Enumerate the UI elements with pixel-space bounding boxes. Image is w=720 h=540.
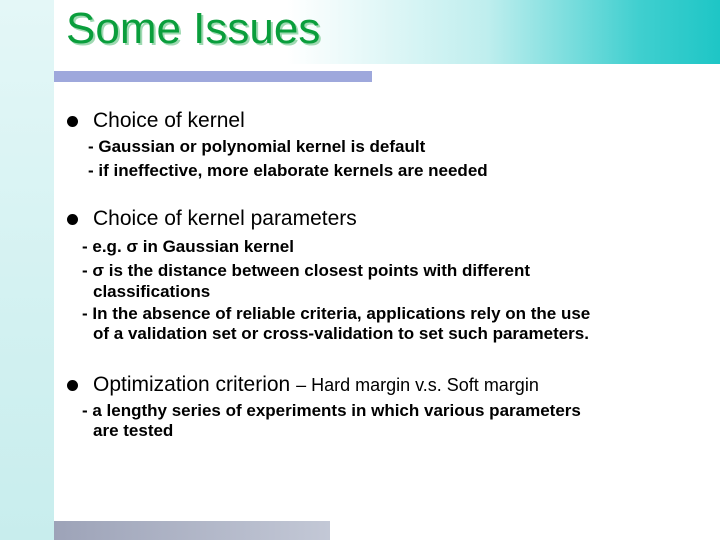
bullet-heading-optimization-criterion (93, 373, 539, 397)
slide-title: Some Issues (66, 4, 321, 53)
left-decor-band (0, 0, 54, 540)
bullet-3-line-2: are tested (93, 421, 174, 440)
bullet-1-line-1: - Gaussian or polynomial kernel is default (88, 137, 426, 156)
bullet-dot-icon (67, 380, 78, 391)
bottom-decor-bar (54, 521, 330, 540)
bullet-2-line-2: - σ is the distance between closest points with different (82, 261, 531, 280)
bullet-2-line-1: - e.g. σ in Gaussian kernel (82, 237, 294, 256)
bullet-3-heading-main: Optimization criterion (93, 373, 291, 396)
bullet-heading-kernel-parameters: Choice of kernel parameters (93, 207, 357, 230)
bullet-2-line-5: of a validation set or cross-validation to set such parameters. (93, 324, 589, 343)
bullet-heading-kernel-choice: Choice of kernel (93, 109, 245, 132)
bullet-dot-icon (67, 116, 78, 127)
bullet-3-line-1: - a lengthy series of experiments in which various parameters (82, 401, 581, 420)
bullet-3-heading-suffix: – Hard margin v.s. Soft margin (296, 375, 539, 395)
bullet-2-line-4: - In the absence of reliable criteria, applications rely on the use (82, 304, 591, 323)
bullet-1-line-2: - if ineffective, more elaborate kernels are needed (88, 161, 488, 180)
bullet-2-line-3: classifications (93, 282, 211, 301)
title-underline-bar (54, 71, 372, 82)
bullet-dot-icon (67, 214, 78, 225)
